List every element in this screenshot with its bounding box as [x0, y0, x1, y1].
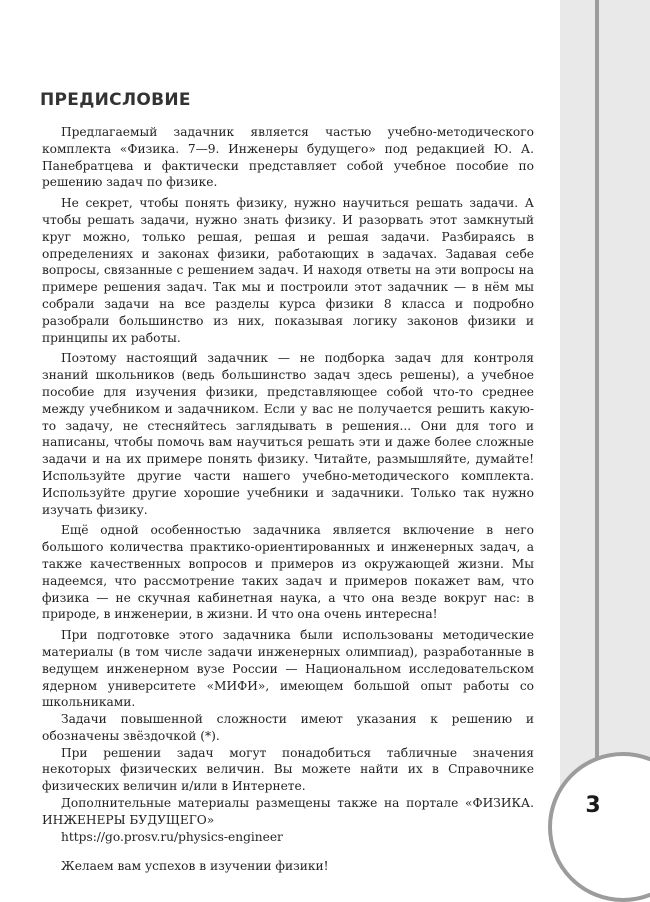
portal-url-link[interactable]: https://go.prosv.ru/physics-engineer [61, 829, 283, 844]
paragraph-4: Ещё одной особенностью задачника является включение в него большого количества практико-ориентированных и инженерных задач, а также качественных вопросов и примеров из окружающей жизни. Мы надеемся, что рассмотрение таких задач и примеров покажет вам, что физика — не скучная кабинетная наука, а что она везде вокруг нас: в природе, в инженерии, в жизни. И что она очень интересна! [42, 523, 534, 622]
closing-wish: Желаем вам успехов в изучении физики! [61, 859, 329, 874]
paragraph-3: Поэтому настоящий задачник — не подборка задач для контроля знаний школьников (ведь большинство задач здесь решены), а учебное пособие для изучения физики, представляющее собой что-то среднее между учебником и задачником. Если у вас не получается решить какую-то задачу, не стесняйтесь заглядывать в решения... Они для того и написаны, чтобы помочь вам научиться решать эти и даже более сложные задачи и на их примере понять физику. Читайте, размышляйте, думайте! Используйте другие части нашего учебно-методического комплекта. Используйте другие хорошие учебники и задачники. Только так нужно изучать физику. [42, 351, 534, 517]
side-vertical-rule [595, 0, 599, 760]
side-margin-band [560, 0, 650, 869]
paragraph-6: Задачи повышенной сложности имеют указания к решению и обозначены звёздочкой (*). [42, 712, 534, 743]
paragraph-7: При решении задач могут понадобиться табличные значения некоторых физических величин. Вы можете найти их в Справочнике физических величин и/или в Интернете. [42, 745, 534, 794]
paragraph-8: Дополнительные материалы размещены также на портале «ФИЗИКА. ИНЖЕНЕРЫ БУДУЩЕГО» [42, 796, 534, 827]
paragraph-5: При подготовке этого задачника были использованы методические материалы (в том числе задачи инженерных олимпиад), разработанные в ведущем инженерном вузе России — Национальном исследовательском ядерном университете «МИФИ», имеющем большой опыт работы со школьниками. [42, 628, 534, 710]
paragraph-2: Не секрет, чтобы понять физику, нужно научиться решать задачи. А чтобы решать задачи, нужно знать физику. И разорвать этот замкнутый круг можно, только решая, решая и решая задачи. Разбираясь в определениях и законах физики, работающих в задачах. Задавая себе вопросы, связанные с решением задач. И находя ответы на эти вопросы на примере решения задач. Так мы и построили этот задачник — в нём мы собрали задачи на все разделы курса физики 8 класса и подробно разобрали большинство из них, показывая логику законов физики и принципы их работы. [42, 196, 534, 345]
preface-body [42, 124, 534, 875]
page-number: 3 [585, 793, 601, 818]
paragraph-1: Предлагаемый задачник является частью учебно-методического комплекта «Физика. 7—9. Инженеры будущего» под редакцией Ю. А. Панебратцева и фактически представляет собой учебное пособие по решению задач по физике. [42, 125, 534, 190]
page-heading: ПРЕДИСЛОВИЕ [40, 90, 191, 110]
